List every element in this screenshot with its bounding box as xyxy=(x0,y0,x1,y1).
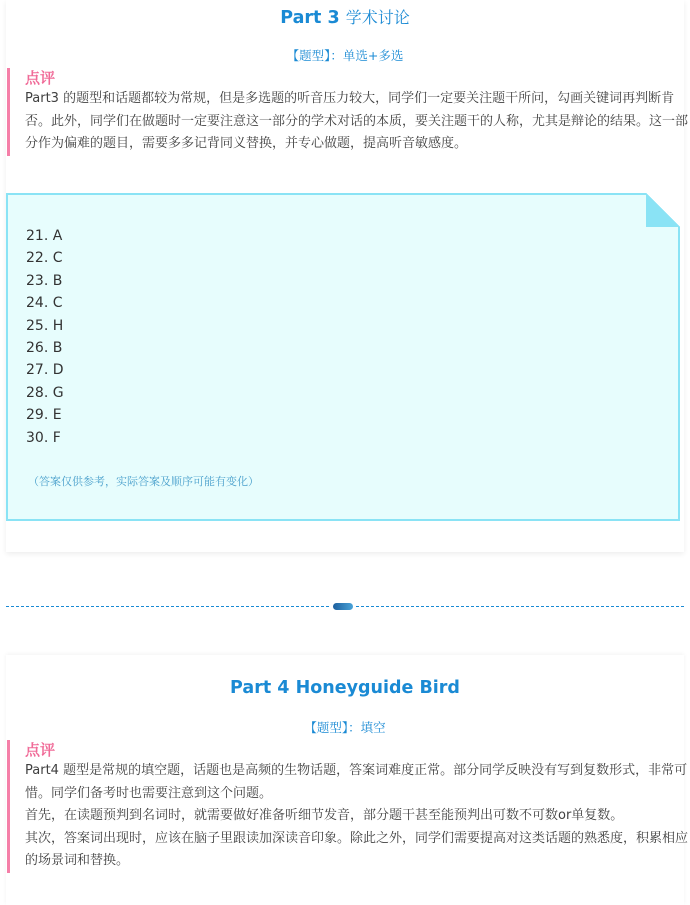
answer-item: 27. D xyxy=(26,362,64,379)
part4-review xyxy=(7,740,689,873)
part3-title-cn: 学术讨论 xyxy=(345,8,410,27)
brand-logo-icon xyxy=(331,601,355,612)
qtype-label: 【题型】 xyxy=(286,48,331,63)
answer-box xyxy=(6,193,680,521)
review-title: 点评 xyxy=(25,741,56,759)
answer-list xyxy=(26,225,64,449)
page-fold-corner xyxy=(646,193,680,227)
part3-question-type xyxy=(6,46,684,64)
answer-item: 29. E xyxy=(26,407,62,424)
answer-item: 24. C xyxy=(26,295,63,312)
qtype-label: 【题型】 xyxy=(304,720,349,735)
answer-item: 23. B xyxy=(26,272,63,289)
part3-title xyxy=(6,5,684,28)
answer-item: 21. A xyxy=(26,228,63,244)
part4-title: Part 4 Honeyguide Bird xyxy=(230,678,460,698)
part3-review xyxy=(7,68,689,156)
review-title: 点评 xyxy=(25,69,56,87)
review-paragraph: 首先，在读题预判到名词时，就需要做好准备听细节发音，部分题干甚至能预判出可数不可数or单复数。 xyxy=(25,808,624,823)
part4-question-type xyxy=(6,718,684,736)
answer-note: （答案仅供参考，实际答案及顺序可能有变化） xyxy=(28,475,259,488)
part3-card xyxy=(6,0,689,552)
qtype-value: ：填空 xyxy=(348,720,386,735)
answer-item: 26. B xyxy=(26,340,63,357)
qtype-value: ：单选+多选 xyxy=(330,48,404,63)
answer-item: 25. H xyxy=(26,317,64,334)
review-text: Part3 的题型和话题都较为常规，但是多选题的听音压力较大，同学们一定要关注题干所问，勾画关键词再判断肯否。此外，同学们在做题时一定要注意这一部分的学术对话的本质，要关注题干的人称，尤其是辩论的结果。这一部分作为偏难的题目，需要多多记背同义替换，并专心做题，提高听音敏感度。 xyxy=(25,91,689,151)
part3-title-en: Part 3 xyxy=(280,8,340,28)
part4-card xyxy=(6,655,689,905)
answer-item: 30. F xyxy=(26,429,61,446)
review-paragraph: Part4 题型是常规的填空题，话题也是高频的生物话题，答案词难度正常。部分同学反映没有写到复数形式，非常可惜。同学们备考时也需要注意到这个问题。 xyxy=(25,763,688,801)
answer-item: 22. C xyxy=(26,250,63,267)
review-paragraph: 其次，答案词出现时，应该在脑子里跟读加深读音印象。除此之外，同学们需要提高对这类话题的熟悉度，积累相应的场景词和替换。 xyxy=(25,830,689,868)
answer-item: 28. G xyxy=(26,384,64,401)
